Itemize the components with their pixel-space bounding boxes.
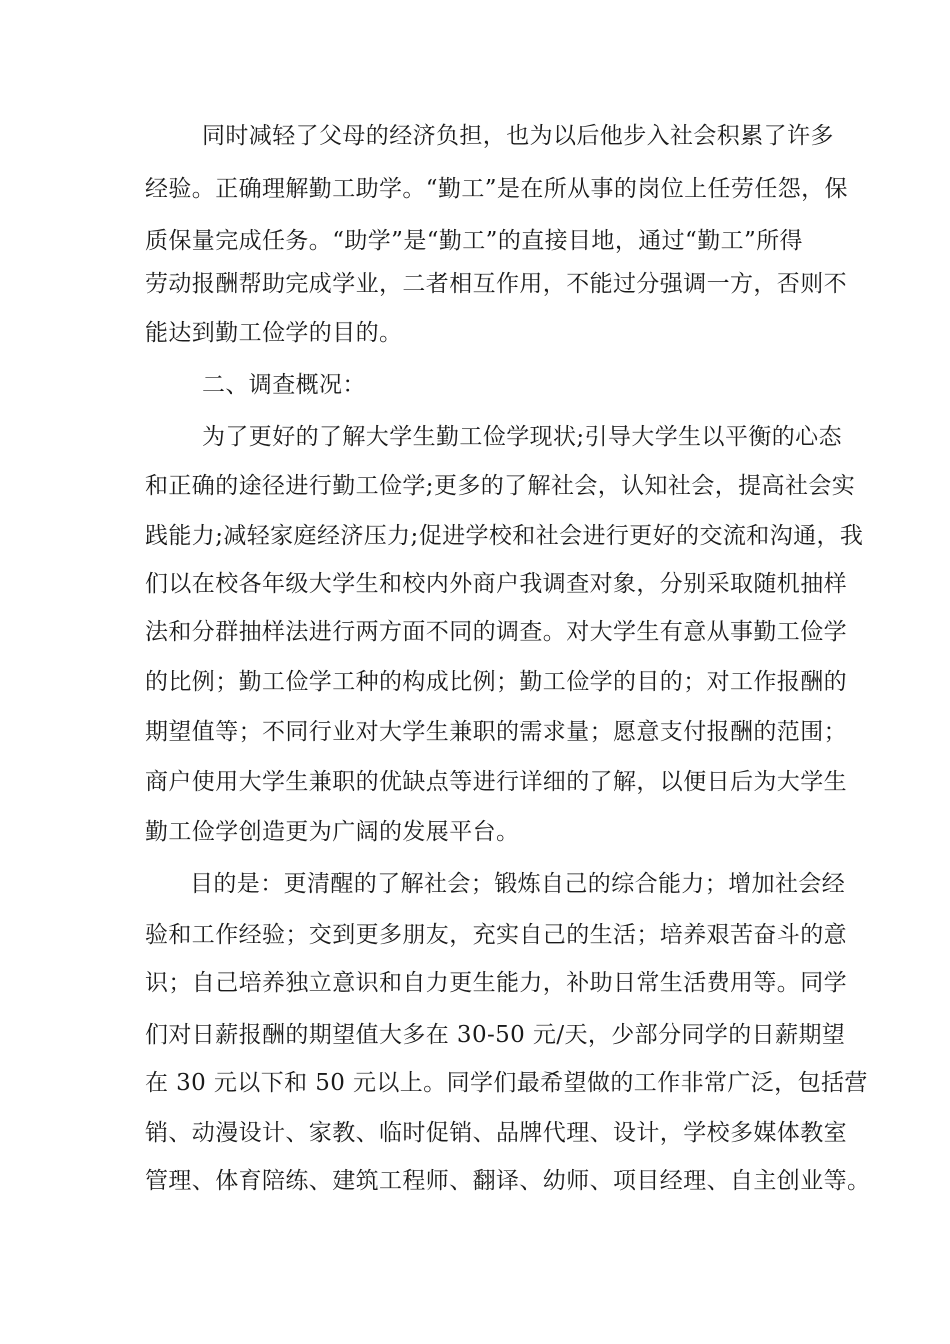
- text-line: 劳动报酬帮助完成学业，二者相互作用，不能过分强调一方，否则不: [145, 271, 847, 297]
- text-line: 能达到勤工俭学的目的。: [145, 320, 403, 346]
- text-line: 质保量完成任务。“助学”是“勤工”的直接目地，通过“勤工”所得: [145, 228, 803, 254]
- text-line: 为了更好的了解大学生勤工俭学现状;引导大学生以平衡的心态: [202, 424, 842, 450]
- text-line: 管理、体育陪练、建筑工程师、翻译、幼师、项目经理、自主创业等。: [145, 1168, 871, 1194]
- text-line: 目的是：更清醒的了解社会；锻炼自己的综合能力；增加社会经: [190, 871, 846, 897]
- text-line: 践能力;减轻家庭经济压力;促进学校和社会进行更好的交流和沟通，我: [145, 523, 864, 549]
- text-line: 法和分群抽样法进行两方面不同的调查。对大学生有意从事勤工俭学: [145, 619, 847, 645]
- text-line: 和正确的途径进行勤工俭学;更多的了解社会，认知社会，提高社会实: [145, 473, 856, 499]
- text-line: 的比例；勤工俭学工种的构成比例；勤工俭学的目的；对工作报酬的: [145, 669, 847, 695]
- text-line: 们对日薪报酬的期望值大多在 30-50 元/天，少部分同学的日薪期望: [145, 1022, 846, 1048]
- text-line: 在 30 元以下和 50 元以上。同学们最希望做的工作非常广泛，包括营: [145, 1070, 868, 1096]
- text-line: 经验。正确理解勤工助学。“勤工”是在所从事的岗位上任劳任怨，保: [145, 176, 848, 202]
- text-line: 勤工俭学创造更为广阔的发展平台。: [145, 819, 520, 845]
- text-line: 验和工作经验；交到更多朋友，充实自己的生活；培养艰苦奋斗的意: [145, 922, 847, 948]
- text-line: 销、动漫设计、家教、临时促销、品牌代理、设计，学校多媒体教室: [145, 1120, 847, 1146]
- text-line: 同时减轻了父母的经济负担，也为以后他步入社会积累了许多: [202, 123, 834, 149]
- text-line: 识；自己培养独立意识和自力更生能力，补助日常生活费用等。同学: [145, 970, 847, 996]
- text-line: 们以在校各年级大学生和校内外商户我调查对象，分别采取随机抽样: [145, 571, 847, 597]
- text-line: 期望值等；不同行业对大学生兼职的需求量；愿意支付报酬的范围；: [145, 719, 847, 745]
- section-heading: 二、调查概况：: [202, 372, 366, 398]
- text-line: 商户使用大学生兼职的优缺点等进行详细的了解，以便日后为大学生: [145, 769, 847, 795]
